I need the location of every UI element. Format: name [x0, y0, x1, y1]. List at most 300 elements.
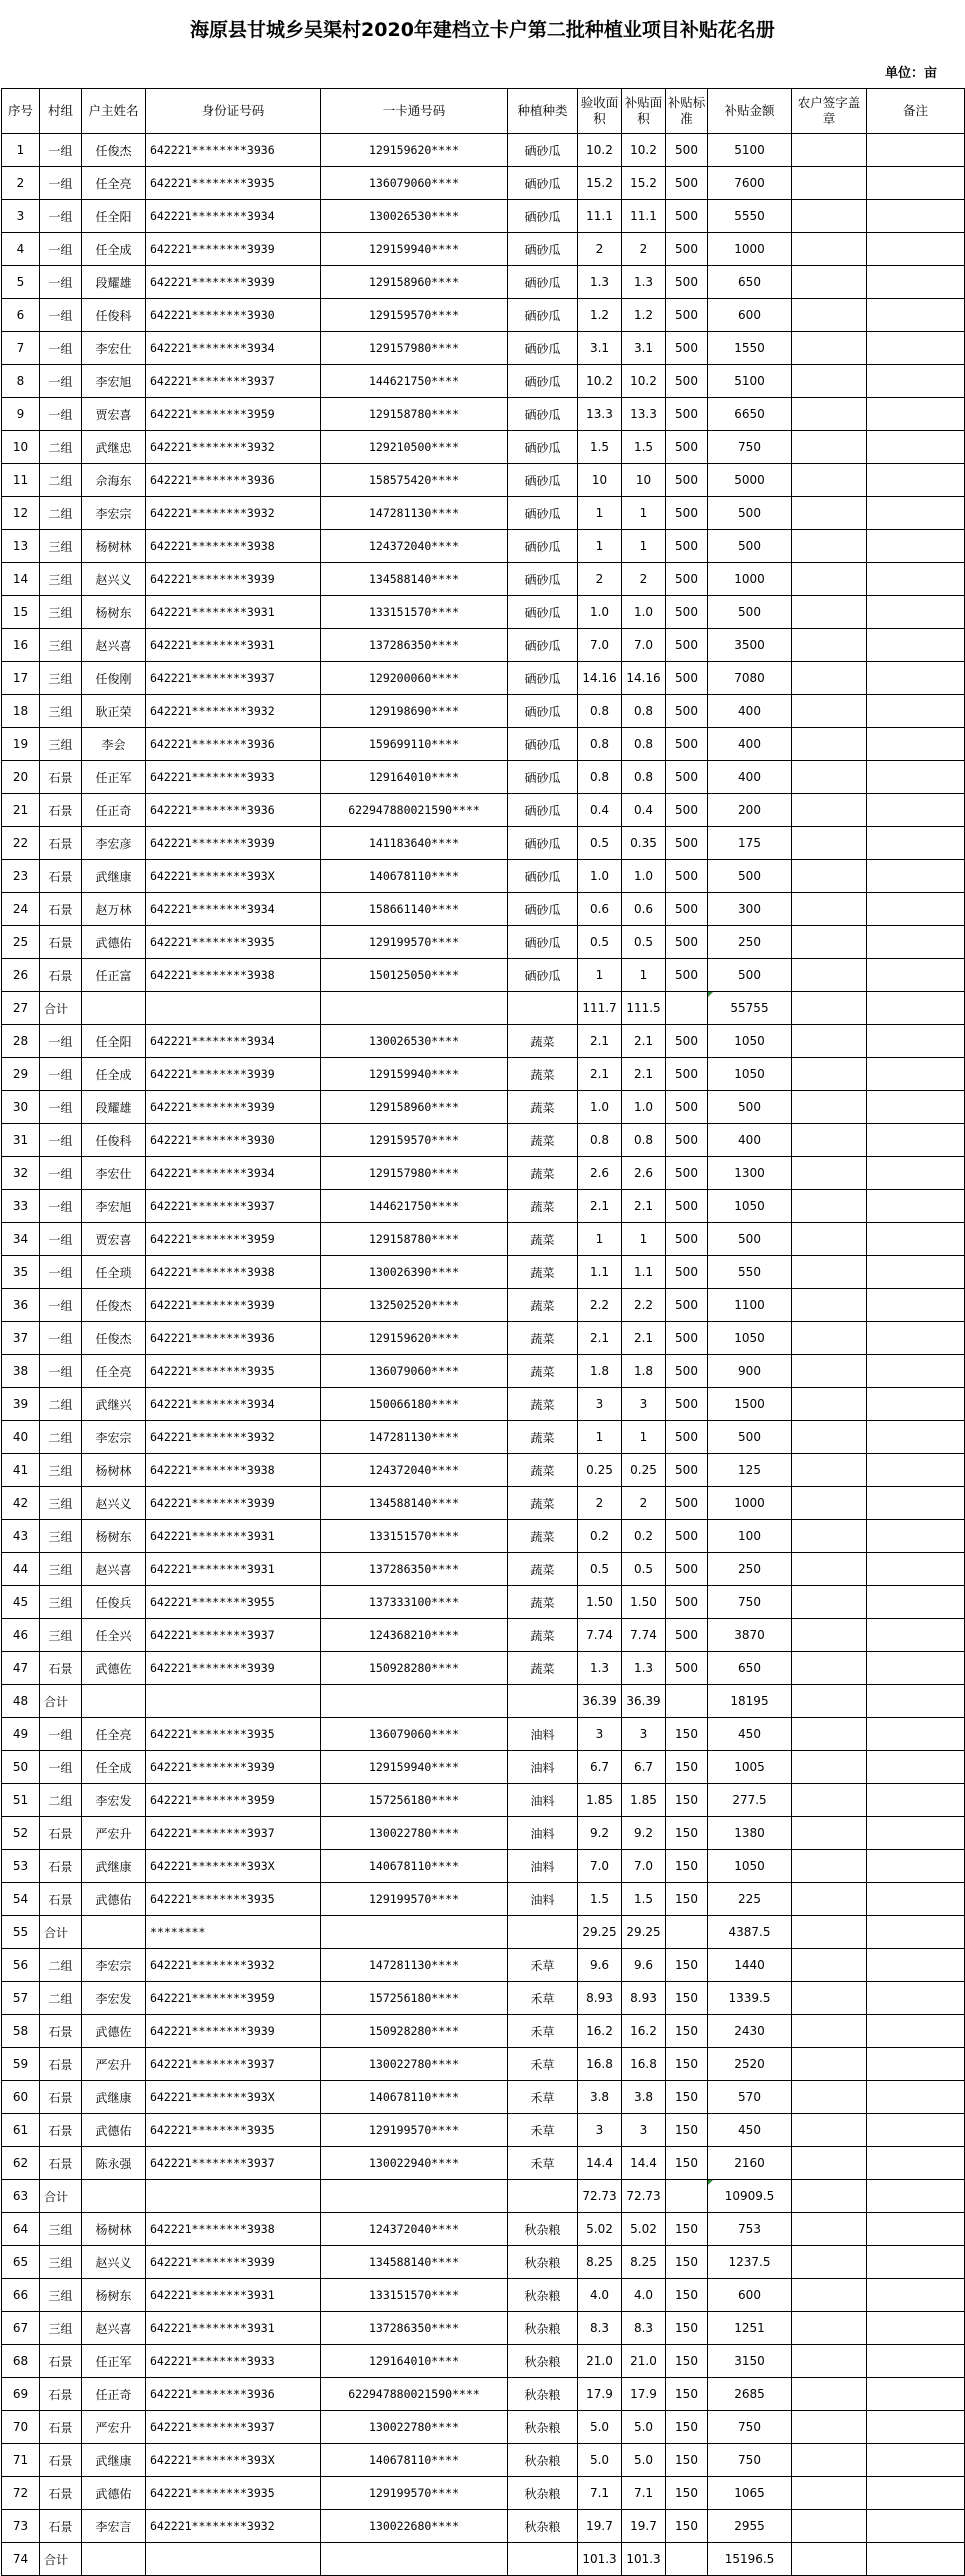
- cell-card-number: 150125050****: [321, 959, 508, 992]
- cell-crop-type: 蔬菜: [508, 1058, 578, 1091]
- cell-farmer-signature: [792, 761, 867, 794]
- cell-householder-name: 杨树林: [82, 530, 146, 563]
- cell-remarks: [867, 266, 965, 299]
- cell-subsidy-standard: 150: [666, 1883, 708, 1916]
- cell-subsidy-standard: 150: [666, 2081, 708, 2114]
- cell-crop-type: 秋杂粮: [508, 2510, 578, 2543]
- cell-index: 25: [2, 926, 40, 959]
- cell-remarks: [867, 530, 965, 563]
- cell-village-group: 石景: [40, 2048, 82, 2081]
- header-farmer-signature: 农户签字盖章: [792, 89, 867, 134]
- cell-subsidy-area: 10.2: [622, 365, 666, 398]
- cell-subsidy-area: 1.0: [622, 860, 666, 893]
- cell-subsidy-amount: 300: [708, 893, 792, 926]
- cell-householder-name: 任俊兵: [82, 1586, 146, 1619]
- cell-householder-name: 武继康: [82, 2444, 146, 2477]
- cell-subsidy-area: 1.5: [622, 1883, 666, 1916]
- cell-subsidy-standard: 500: [666, 266, 708, 299]
- cell-crop-type: 秋杂粮: [508, 2345, 578, 2378]
- cell-village-group: 三组: [40, 1520, 82, 1553]
- cell-accepted-area: 1: [578, 530, 622, 563]
- cell-remarks: [867, 2279, 965, 2312]
- table-row: [2, 1949, 965, 1982]
- table-row: [2, 794, 965, 827]
- cell-card-number: 137286350****: [321, 1553, 508, 1586]
- cell-subsidy-amount: 5100: [708, 134, 792, 167]
- cell-village-group: 一组: [40, 1322, 82, 1355]
- cell-farmer-signature: [792, 1355, 867, 1388]
- cell-householder-name: 任俊杰: [82, 134, 146, 167]
- cell-farmer-signature: [792, 1223, 867, 1256]
- cell-subsidy-area: 7.74: [622, 1619, 666, 1652]
- cell-farmer-signature: [792, 1190, 867, 1223]
- cell-id-number: 642221********3934: [146, 1157, 321, 1190]
- cell-card-number: 622947880021590****: [321, 2378, 508, 2411]
- cell-remarks: [867, 2345, 965, 2378]
- cell-remarks: [867, 398, 965, 431]
- cell-householder-name: 任俊刚: [82, 662, 146, 695]
- cell-subsidy-amount: 900: [708, 1355, 792, 1388]
- cell-subsidy-standard: 150: [666, 1850, 708, 1883]
- cell-index: 60: [2, 2081, 40, 2114]
- cell-village-group: 一组: [40, 134, 82, 167]
- cell-accepted-area: 14.16: [578, 662, 622, 695]
- cell-subsidy-amount: 750: [708, 2411, 792, 2444]
- cell-id-number: 642221********3959: [146, 1784, 321, 1817]
- cell-accepted-area: 0.5: [578, 827, 622, 860]
- cell-subsidy-amount: 500: [708, 860, 792, 893]
- cell-index: 66: [2, 2279, 40, 2312]
- cell-village-group: 三组: [40, 2246, 82, 2279]
- cell-subsidy-standard: 150: [666, 2312, 708, 2345]
- cell-householder-name: 杨树东: [82, 2279, 146, 2312]
- cell-householder-name: 任正军: [82, 761, 146, 794]
- cell-subsidy-amount: 400: [708, 695, 792, 728]
- cell-subsidy-standard: 500: [666, 365, 708, 398]
- cell-farmer-signature: [792, 1982, 867, 2015]
- cell-subsidy-amount: 750: [708, 431, 792, 464]
- cell-village-group: 一组: [40, 1091, 82, 1124]
- cell-index: 33: [2, 1190, 40, 1223]
- cell-crop-type: 蔬菜: [508, 1586, 578, 1619]
- cell-subsidy-area: 1.8: [622, 1355, 666, 1388]
- cell-remarks: [867, 2477, 965, 2510]
- cell-index: 31: [2, 1124, 40, 1157]
- cell-id-number: 642221********393X: [146, 2081, 321, 2114]
- cell-accepted-area: 101.3: [578, 2543, 622, 2576]
- cell-card-number: 144621750****: [321, 365, 508, 398]
- cell-subsidy-standard: 150: [666, 2114, 708, 2147]
- cell-subsidy-area: 8.93: [622, 1982, 666, 2015]
- cell-card-number: 622947880021590****: [321, 794, 508, 827]
- table-row: [2, 266, 965, 299]
- cell-crop-type: 硒砂瓜: [508, 365, 578, 398]
- cell-farmer-signature: [792, 134, 867, 167]
- cell-subsidy-area: 0.5: [622, 926, 666, 959]
- cell-remarks: [867, 2378, 965, 2411]
- cell-village-group: 合计: [40, 1916, 82, 1949]
- cell-subsidy-area: 14.16: [622, 662, 666, 695]
- cell-card-number: 134588140****: [321, 563, 508, 596]
- cell-farmer-signature: [792, 2312, 867, 2345]
- cell-remarks: [867, 1454, 965, 1487]
- cell-subsidy-standard: 500: [666, 1058, 708, 1091]
- table-row: [2, 1058, 965, 1091]
- cell-index: 38: [2, 1355, 40, 1388]
- cell-subsidy-amount: 3870: [708, 1619, 792, 1652]
- cell-village-group: 一组: [40, 1157, 82, 1190]
- cell-accepted-area: 3: [578, 1718, 622, 1751]
- cell-village-group: 合计: [40, 992, 82, 1025]
- cell-subsidy-standard: 150: [666, 2477, 708, 2510]
- cell-id-number: 642221********3939: [146, 266, 321, 299]
- cell-id-number: 642221********3936: [146, 134, 321, 167]
- cell-subsidy-amount: 500: [708, 596, 792, 629]
- cell-index: 42: [2, 1487, 40, 1520]
- cell-id-number: 642221********3939: [146, 1058, 321, 1091]
- cell-card-number: 136079060****: [321, 1718, 508, 1751]
- cell-crop-type: 硒砂瓜: [508, 695, 578, 728]
- cell-index: 50: [2, 1751, 40, 1784]
- cell-farmer-signature: [792, 893, 867, 926]
- cell-householder-name: 李宏彦: [82, 827, 146, 860]
- cell-index: 22: [2, 827, 40, 860]
- cell-remarks: [867, 728, 965, 761]
- cell-subsidy-standard: 500: [666, 761, 708, 794]
- cell-id-number: 642221********3932: [146, 695, 321, 728]
- cell-village-group: 三组: [40, 2279, 82, 2312]
- cell-subsidy-standard: 500: [666, 134, 708, 167]
- cell-farmer-signature: [792, 1421, 867, 1454]
- cell-subsidy-area: 5.0: [622, 2444, 666, 2477]
- cell-subsidy-amount: 400: [708, 761, 792, 794]
- cell-remarks: [867, 1916, 965, 1949]
- cell-householder-name: 任正奇: [82, 2378, 146, 2411]
- cell-farmer-signature: [792, 431, 867, 464]
- cell-subsidy-area: 1.85: [622, 1784, 666, 1817]
- cell-subsidy-amount: 1050: [708, 1190, 792, 1223]
- cell-householder-name: 赵兴义: [82, 1487, 146, 1520]
- header-householder-name: 户主姓名: [82, 89, 146, 134]
- cell-id-number: 642221********3939: [146, 1652, 321, 1685]
- table-row: [2, 563, 965, 596]
- cell-accepted-area: 1.0: [578, 1091, 622, 1124]
- cell-crop-type: 蔬菜: [508, 1256, 578, 1289]
- cell-subsidy-amount: 2160: [708, 2147, 792, 2180]
- cell-index: 59: [2, 2048, 40, 2081]
- cell-remarks: [867, 1223, 965, 1256]
- cell-id-number: 642221********3938: [146, 1454, 321, 1487]
- cell-index: 7: [2, 332, 40, 365]
- cell-card-number: 129164010****: [321, 761, 508, 794]
- subsidy-roster-table: [1, 88, 965, 2576]
- cell-village-group: 三组: [40, 1487, 82, 1520]
- cell-id-number: 642221********3937: [146, 2048, 321, 2081]
- cell-index: 32: [2, 1157, 40, 1190]
- cell-id-number: 642221********3959: [146, 1223, 321, 1256]
- cell-householder-name: 严宏升: [82, 2411, 146, 2444]
- cell-index: 47: [2, 1652, 40, 1685]
- cell-card-number: 132502520****: [321, 1289, 508, 1322]
- cell-subsidy-area: 36.39: [622, 1685, 666, 1718]
- cell-householder-name: 李宏宗: [82, 497, 146, 530]
- cell-remarks: [867, 2213, 965, 2246]
- table-row: [2, 2411, 965, 2444]
- cell-subsidy-amount: 55755: [708, 992, 792, 1025]
- cell-subsidy-area: 0.35: [622, 827, 666, 860]
- cell-farmer-signature: [792, 1685, 867, 1718]
- cell-subsidy-area: 8.25: [622, 2246, 666, 2279]
- header-village-group: 村组: [40, 89, 82, 134]
- cell-accepted-area: 7.0: [578, 1850, 622, 1883]
- cell-subsidy-area: 8.3: [622, 2312, 666, 2345]
- cell-farmer-signature: [792, 2279, 867, 2312]
- cell-subsidy-area: 3: [622, 2114, 666, 2147]
- table-row: [2, 1784, 965, 1817]
- cell-householder-name: 武德佐: [82, 2015, 146, 2048]
- cell-village-group: 石景: [40, 1850, 82, 1883]
- cell-subsidy-area: 1.3: [622, 1652, 666, 1685]
- cell-id-number: 642221********3939: [146, 2015, 321, 2048]
- cell-subsidy-standard: 500: [666, 1421, 708, 1454]
- cell-id-number: 642221********3935: [146, 167, 321, 200]
- cell-householder-name: [82, 2543, 146, 2576]
- cell-id-number: 642221********3931: [146, 629, 321, 662]
- cell-index: 45: [2, 1586, 40, 1619]
- cell-crop-type: 秋杂粮: [508, 2477, 578, 2510]
- cell-subsidy-area: 0.8: [622, 728, 666, 761]
- cell-remarks: [867, 992, 965, 1025]
- cell-farmer-signature: [792, 2543, 867, 2576]
- cell-farmer-signature: [792, 1289, 867, 1322]
- cell-id-number: 642221********3938: [146, 2213, 321, 2246]
- table-row: [2, 1586, 965, 1619]
- cell-subsidy-standard: 500: [666, 299, 708, 332]
- cell-village-group: 合计: [40, 1685, 82, 1718]
- cell-crop-type: 秋杂粮: [508, 2213, 578, 2246]
- cell-householder-name: 任全阳: [82, 1025, 146, 1058]
- cell-accepted-area: 2: [578, 1487, 622, 1520]
- cell-remarks: [867, 2543, 965, 2576]
- cell-index: 8: [2, 365, 40, 398]
- table-row: [2, 431, 965, 464]
- table-row: [2, 959, 965, 992]
- cell-village-group: 三组: [40, 596, 82, 629]
- table-row: [2, 1817, 965, 1850]
- cell-index: 10: [2, 431, 40, 464]
- cell-crop-type: 硒砂瓜: [508, 761, 578, 794]
- cell-accepted-area: 16.8: [578, 2048, 622, 2081]
- cell-subsidy-standard: 500: [666, 431, 708, 464]
- cell-householder-name: 严宏升: [82, 1817, 146, 1850]
- cell-householder-name: [82, 2180, 146, 2213]
- cell-village-group: 石景: [40, 794, 82, 827]
- cell-index: 36: [2, 1289, 40, 1322]
- cell-accepted-area: 2.6: [578, 1157, 622, 1190]
- cell-householder-name: 武德佑: [82, 926, 146, 959]
- cell-crop-type: 油料: [508, 1850, 578, 1883]
- cell-householder-name: 李宏宗: [82, 1949, 146, 1982]
- cell-subsidy-amount: 400: [708, 728, 792, 761]
- cell-index: 62: [2, 2147, 40, 2180]
- cell-id-number: 642221********3931: [146, 1553, 321, 1586]
- unit-label: 单位：亩: [884, 66, 937, 81]
- cell-village-group: 一组: [40, 200, 82, 233]
- cell-card-number: 157256180****: [321, 1982, 508, 2015]
- cell-id-number: 642221********3937: [146, 662, 321, 695]
- cell-card-number: 129157980****: [321, 1157, 508, 1190]
- cell-id-number: 642221********3931: [146, 596, 321, 629]
- cell-index: 5: [2, 266, 40, 299]
- cell-remarks: [867, 2510, 965, 2543]
- cell-index: 17: [2, 662, 40, 695]
- cell-crop-type: 秋杂粮: [508, 2444, 578, 2477]
- cell-id-number: 642221********3933: [146, 2345, 321, 2378]
- cell-householder-name: 任全亮: [82, 1718, 146, 1751]
- cell-card-number: 158661140****: [321, 893, 508, 926]
- cell-subsidy-amount: 1050: [708, 1025, 792, 1058]
- cell-subsidy-standard: 500: [666, 332, 708, 365]
- table-row: [2, 2510, 965, 2543]
- cell-subsidy-standard: 150: [666, 2345, 708, 2378]
- cell-accepted-area: 0.8: [578, 1124, 622, 1157]
- cell-card-number: 130022680****: [321, 2510, 508, 2543]
- cell-card-number: 130026530****: [321, 1025, 508, 1058]
- cell-index: 15: [2, 596, 40, 629]
- cell-card-number: 129164010****: [321, 2345, 508, 2378]
- cell-village-group: 石景: [40, 1883, 82, 1916]
- cell-crop-type: 蔬菜: [508, 1388, 578, 1421]
- cell-subsidy-amount: 1500: [708, 1388, 792, 1421]
- cell-accepted-area: 10: [578, 464, 622, 497]
- cell-village-group: 二组: [40, 1784, 82, 1817]
- cell-subsidy-area: 6.7: [622, 1751, 666, 1784]
- cell-householder-name: 赵兴喜: [82, 2312, 146, 2345]
- cell-subsidy-amount: 1000: [708, 1487, 792, 1520]
- cell-id-number: 642221********3934: [146, 200, 321, 233]
- cell-subsidy-amount: 18195: [708, 1685, 792, 1718]
- table-row: [2, 365, 965, 398]
- cell-subsidy-amount: 3500: [708, 629, 792, 662]
- cell-farmer-signature: [792, 464, 867, 497]
- cell-remarks: [867, 761, 965, 794]
- cell-subsidy-standard: 500: [666, 497, 708, 530]
- cell-id-number: 642221********3939: [146, 1487, 321, 1520]
- cell-village-group: 三组: [40, 662, 82, 695]
- cell-card-number: 129198690****: [321, 695, 508, 728]
- table-row: [2, 1718, 965, 1751]
- cell-accepted-area: 72.73: [578, 2180, 622, 2213]
- cell-id-number: 642221********3934: [146, 1025, 321, 1058]
- cell-index: 26: [2, 959, 40, 992]
- cell-subsidy-amount: 750: [708, 2444, 792, 2477]
- cell-subsidy-amount: 600: [708, 2279, 792, 2312]
- cell-remarks: [867, 1289, 965, 1322]
- cell-crop-type: 硒砂瓜: [508, 167, 578, 200]
- cell-village-group: 石景: [40, 2015, 82, 2048]
- cell-subsidy-amount: 2430: [708, 2015, 792, 2048]
- cell-index: 70: [2, 2411, 40, 2444]
- cell-id-number: 642221********3935: [146, 2114, 321, 2147]
- cell-card-number: 124368210****: [321, 1619, 508, 1652]
- table-row: [2, 398, 965, 431]
- cell-householder-name: [82, 992, 146, 1025]
- cell-subsidy-amount: 500: [708, 1421, 792, 1454]
- cell-village-group: 三组: [40, 728, 82, 761]
- cell-accepted-area: 1.2: [578, 299, 622, 332]
- cell-accepted-area: 11.1: [578, 200, 622, 233]
- cell-accepted-area: 1.5: [578, 1883, 622, 1916]
- cell-remarks: [867, 233, 965, 266]
- cell-crop-type: 油料: [508, 1817, 578, 1850]
- cell-card-number: 158575420****: [321, 464, 508, 497]
- cell-subsidy-standard: 500: [666, 1520, 708, 1553]
- cell-crop-type: [508, 1685, 578, 1718]
- cell-subsidy-standard: 150: [666, 2444, 708, 2477]
- cell-householder-name: 李宏仕: [82, 332, 146, 365]
- cell-farmer-signature: [792, 1025, 867, 1058]
- cell-householder-name: 武继康: [82, 1850, 146, 1883]
- cell-index: 64: [2, 2213, 40, 2246]
- table-row: [2, 1355, 965, 1388]
- cell-farmer-signature: [792, 1124, 867, 1157]
- cell-id-number: 642221********3959: [146, 1982, 321, 2015]
- header-id-number: 身份证号码: [146, 89, 321, 134]
- cell-subsidy-area: 3.8: [622, 2081, 666, 2114]
- cell-farmer-signature: [792, 167, 867, 200]
- cell-farmer-signature: [792, 794, 867, 827]
- cell-village-group: 三组: [40, 2213, 82, 2246]
- cell-remarks: [867, 2411, 965, 2444]
- cell-subsidy-standard: 500: [666, 893, 708, 926]
- cell-householder-name: 赵兴义: [82, 2246, 146, 2279]
- cell-index: 3: [2, 200, 40, 233]
- cell-subsidy-amount: 250: [708, 926, 792, 959]
- cell-subsidy-area: 7.0: [622, 629, 666, 662]
- cell-householder-name: 武德佑: [82, 2114, 146, 2147]
- cell-card-number: 141183640****: [321, 827, 508, 860]
- header-index: 序号: [2, 89, 40, 134]
- cell-subsidy-area: 7.0: [622, 1850, 666, 1883]
- cell-subsidy-area: 1: [622, 530, 666, 563]
- cell-accepted-area: 0.8: [578, 728, 622, 761]
- cell-id-number: 642221********3932: [146, 431, 321, 464]
- cell-index: 19: [2, 728, 40, 761]
- cell-remarks: [867, 497, 965, 530]
- cell-crop-type: [508, 2543, 578, 2576]
- cell-remarks: [867, 431, 965, 464]
- cell-accepted-area: 0.2: [578, 1520, 622, 1553]
- cell-subsidy-area: 0.8: [622, 1124, 666, 1157]
- table-row: [2, 1883, 965, 1916]
- cell-crop-type: 禾草: [508, 2147, 578, 2180]
- cell-subsidy-amount: 5000: [708, 464, 792, 497]
- cell-subsidy-amount: 570: [708, 2081, 792, 2114]
- table-row: [2, 2345, 965, 2378]
- table-row: [2, 1190, 965, 1223]
- cell-remarks: [867, 1685, 965, 1718]
- cell-accepted-area: 7.1: [578, 2477, 622, 2510]
- cell-id-number: 642221********3930: [146, 299, 321, 332]
- cell-farmer-signature: [792, 299, 867, 332]
- cell-crop-type: 蔬菜: [508, 1619, 578, 1652]
- cell-crop-type: 硒砂瓜: [508, 299, 578, 332]
- table-row: [2, 1256, 965, 1289]
- cell-subsidy-standard: 500: [666, 728, 708, 761]
- cell-remarks: [867, 134, 965, 167]
- cell-subsidy-standard: 150: [666, 2246, 708, 2279]
- cell-card-number: 147281130****: [321, 497, 508, 530]
